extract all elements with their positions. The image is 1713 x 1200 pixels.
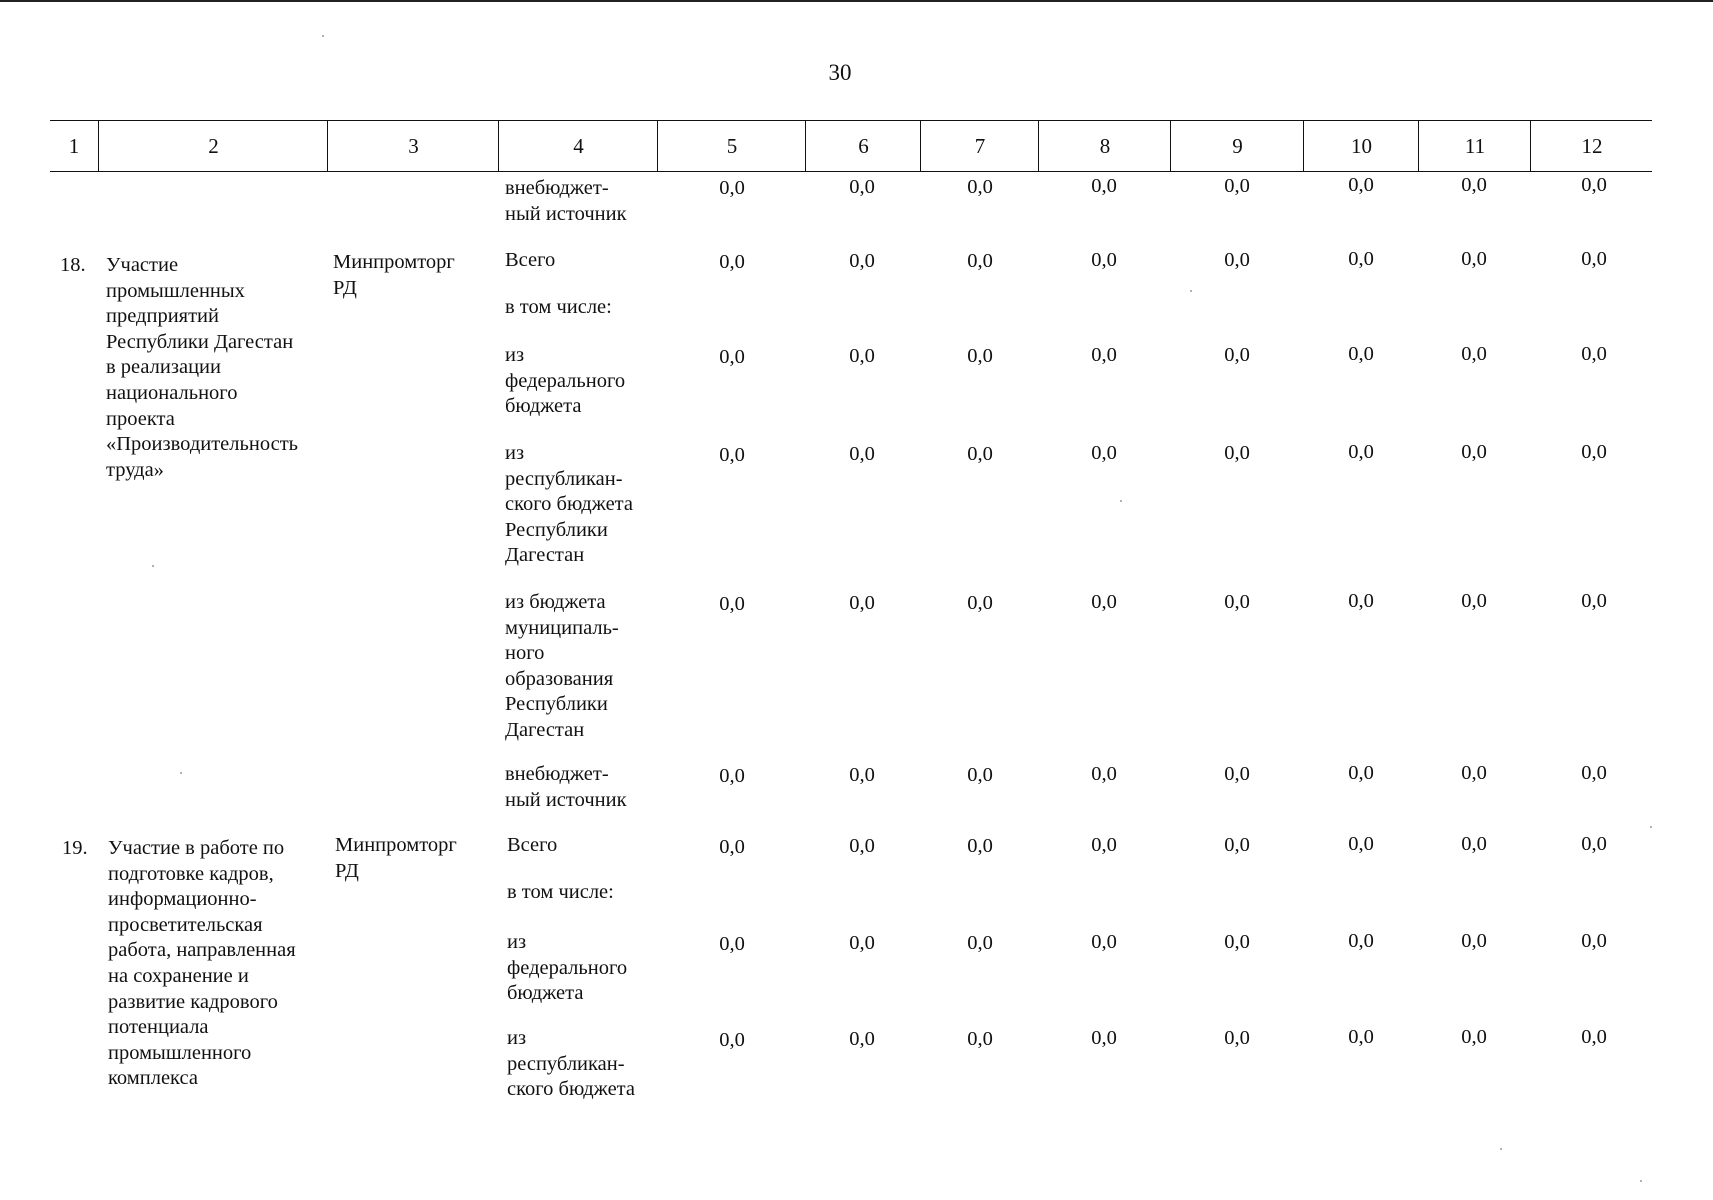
value-cell: 0,0 [1224, 343, 1250, 366]
value-cell: 0,0 [1461, 590, 1487, 612]
value-cell: 0,0 [1091, 1027, 1117, 1050]
header-col-5: 5 [657, 121, 806, 171]
source-label: в том числе: [507, 881, 614, 903]
value-cell: 0,0 [1581, 929, 1607, 952]
measure-name: промышленных [106, 279, 245, 302]
value-cell: 0,0 [1581, 173, 1607, 196]
source-label: бюджета [507, 982, 584, 1005]
executor-name: РД [333, 276, 357, 299]
value-cell: 0,0 [1091, 931, 1117, 954]
source-label: из [507, 931, 527, 953]
value-cell: 0,0 [1224, 248, 1250, 271]
value-cell: 0,0 [1581, 761, 1607, 784]
source-label: Всего [507, 834, 558, 856]
measure-name: предприятий [106, 305, 220, 328]
value-cell: 0,0 [849, 835, 875, 858]
value-cell: 0,0 [1461, 762, 1487, 784]
header-col-8: 8 [1038, 121, 1171, 171]
measure-name: подготовке кадров, [108, 862, 274, 885]
row-number: 19. [62, 837, 88, 859]
value-cell: 0,0 [719, 765, 745, 787]
header-col-9: 9 [1170, 121, 1304, 171]
value-cell: 0,0 [1091, 442, 1117, 465]
value-cell: 0,0 [1348, 590, 1374, 613]
source-label: федерального [507, 956, 628, 979]
measure-name: информационно- [108, 888, 257, 911]
source-label: Республики [505, 518, 608, 541]
measure-name: Республики Дагестан [106, 330, 294, 353]
value-cell: 0,0 [719, 251, 745, 273]
value-cell: 0,0 [1581, 247, 1607, 270]
value-cell: 0,0 [849, 1028, 875, 1051]
header-col-1: 1 [68, 134, 80, 158]
value-cell: 0,0 [1091, 344, 1117, 367]
value-cell: 0,0 [1461, 174, 1487, 196]
value-cell: 0,0 [1461, 833, 1487, 855]
measure-name: труда» [106, 458, 164, 481]
value-cell: 0,0 [1581, 440, 1607, 463]
source-label: Всего [505, 249, 556, 271]
scan-speck [322, 35, 324, 37]
value-cell: 0,0 [1348, 1026, 1374, 1049]
measure-name: просветительская [108, 913, 263, 936]
source-label: Дагестан [505, 544, 585, 567]
header-col-6: 6 [805, 121, 921, 171]
value-cell: 0,0 [1461, 343, 1487, 365]
value-cell: 0,0 [967, 931, 993, 954]
source-label: из [505, 344, 525, 366]
source-label: ского бюджета [507, 1078, 635, 1101]
source-label: образования [505, 667, 614, 690]
value-cell: 0,0 [1348, 174, 1374, 197]
measure-name: потенциала [108, 1016, 209, 1039]
header-col-4: 4 [498, 121, 658, 171]
source-label: Дагестан [505, 719, 585, 741]
value-cell: 0,0 [849, 345, 875, 368]
row-number: 18. [60, 254, 86, 276]
scan-top-edge [0, 0, 1713, 2]
value-cell: 0,0 [967, 763, 993, 786]
value-cell: 0,0 [849, 176, 875, 199]
value-cell: 0,0 [719, 593, 745, 615]
value-cell: 0,0 [1581, 342, 1607, 365]
value-cell: 0,0 [1091, 591, 1117, 614]
value-cell: 0,0 [719, 933, 745, 955]
source-label: из бюджета [505, 591, 606, 613]
value-cell: 0,0 [1581, 1025, 1607, 1048]
value-cell: 0,0 [1348, 762, 1374, 785]
header-col-10: 10 [1303, 121, 1419, 171]
measure-name: Участие [106, 254, 179, 276]
value-cell: 0,0 [1224, 174, 1250, 197]
value-cell: 0,0 [1091, 834, 1117, 857]
scan-speck [180, 772, 182, 774]
value-cell: 0,0 [1224, 833, 1250, 856]
value-cell: 0,0 [967, 442, 993, 465]
measure-name: промышленного [108, 1041, 252, 1064]
table-header-row [50, 120, 1652, 172]
value-cell: 0,0 [1348, 441, 1374, 464]
scan-speck [152, 565, 154, 567]
header-col-3: 3 [327, 121, 499, 171]
source-label: ного [505, 642, 545, 665]
source-label: внебюджет- [505, 177, 609, 199]
value-cell: 0,0 [1461, 441, 1487, 463]
value-cell: 0,0 [1224, 1026, 1250, 1049]
value-cell: 0,0 [1224, 930, 1250, 953]
value-cell: 0,0 [1348, 248, 1374, 271]
executor-name: Минпромторг [333, 251, 455, 273]
header-col-12: 12 [1530, 121, 1653, 171]
value-cell: 0,0 [849, 932, 875, 955]
measure-name: комплекса [108, 1067, 198, 1090]
header-col-11: 11 [1418, 121, 1531, 171]
value-cell: 0,0 [849, 443, 875, 466]
value-cell: 0,0 [1581, 589, 1607, 612]
measure-name: национального [106, 382, 238, 404]
source-label: ского бюджета [505, 493, 633, 516]
value-cell: 0,0 [849, 764, 875, 787]
measure-name: в реализации [106, 356, 221, 379]
executor-name: РД [335, 859, 359, 882]
value-cell: 0,0 [967, 1027, 993, 1050]
scan-speck [1120, 500, 1122, 502]
value-cell: 0,0 [1348, 343, 1374, 366]
value-cell: 0,0 [1224, 590, 1250, 613]
header-col-2: 2 [98, 121, 328, 171]
value-cell: 0,0 [967, 175, 993, 198]
measure-name: развитие кадрового [108, 990, 278, 1013]
measure-name: на сохранение и [108, 965, 249, 987]
source-label: республикан- [505, 467, 623, 490]
measure-name: работа, направленная [108, 939, 296, 962]
value-cell: 0,0 [1224, 441, 1250, 464]
value-cell: 0,0 [849, 592, 875, 615]
value-cell: 0,0 [1581, 832, 1607, 855]
value-cell: 0,0 [719, 836, 745, 858]
value-cell: 0,0 [719, 1029, 745, 1051]
value-cell: 0,0 [1461, 930, 1487, 952]
value-cell: 0,0 [1224, 762, 1250, 785]
page-number: 30 [828, 60, 852, 85]
measure-name: «Производительность [106, 433, 298, 456]
value-cell: 0,0 [1461, 1026, 1487, 1048]
value-cell: 0,0 [719, 444, 745, 466]
source-label: Республики [505, 693, 608, 716]
source-label: в том числе: [505, 296, 612, 318]
source-label: бюджета [505, 395, 582, 418]
source-label: федерального [505, 369, 626, 392]
value-cell: 0,0 [1348, 833, 1374, 856]
value-cell: 0,0 [1091, 175, 1117, 198]
value-cell: 0,0 [719, 177, 745, 199]
scan-speck [1190, 290, 1192, 292]
value-cell: 0,0 [967, 834, 993, 857]
measure-name: проекта [106, 407, 175, 430]
value-cell: 0,0 [967, 249, 993, 272]
scan-speck [1640, 1180, 1642, 1182]
value-cell: 0,0 [1091, 763, 1117, 786]
scan-speck [1650, 826, 1652, 828]
value-cell: 0,0 [967, 344, 993, 367]
value-cell: 0,0 [849, 250, 875, 273]
value-cell: 0,0 [719, 346, 745, 368]
source-label: муниципаль- [505, 616, 619, 639]
value-cell: 0,0 [1461, 248, 1487, 270]
source-label: внебюджет- [505, 763, 609, 785]
source-label: республикан- [507, 1052, 625, 1075]
source-label: из [507, 1027, 527, 1049]
scan-speck [1500, 1148, 1502, 1150]
header-col-7: 7 [920, 121, 1039, 171]
executor-name: Минпромторг [335, 834, 457, 856]
value-cell: 0,0 [1348, 930, 1374, 953]
value-cell: 0,0 [967, 591, 993, 614]
value-cell: 0,0 [1091, 249, 1117, 272]
source-label: ный источник [505, 202, 627, 225]
measure-name: Участие в работе по [108, 837, 285, 859]
source-label: из [505, 442, 525, 464]
source-label: ный источник [505, 788, 627, 811]
